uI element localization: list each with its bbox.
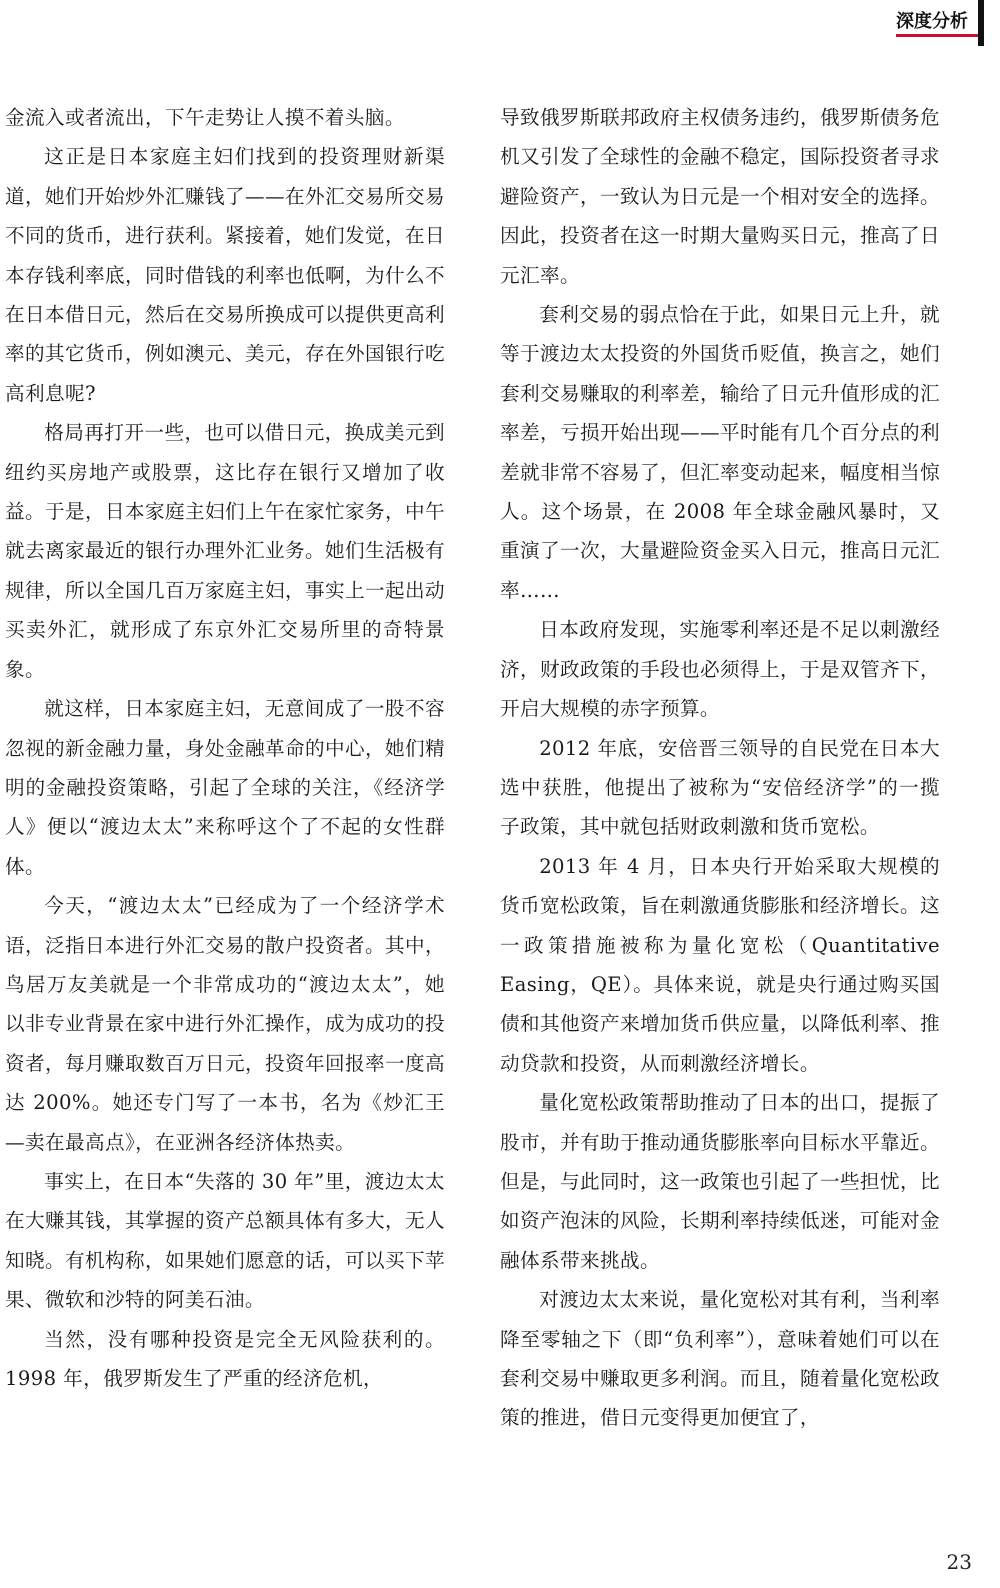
paragraph: 事实上，在日本“失落的 30 年”里，渡边太太在大赚其钱，其掌握的资产总额具体有多大，无人知晓。有机构称，如果她们愿意的话，可以买下苹果、微软和沙特的阿美石油。 [5, 1169, 445, 1312]
section-header [896, 0, 984, 46]
paragraph: 2012 年底，安倍晋三领导的自民党在日本大选中获胜，他提出了被称为“安倍经济学”的一揽子政策，其中就包括财政刺激和货币宽松。 [500, 736, 940, 839]
left-column [5, 98, 445, 1398]
paragraph: 对渡边太太来说，量化宽松对其有利，当利率降至零轴之下（即“负利率”），意味着她们可以在套利交易中赚取更多利润。而且，随着量化宽松政策的推进，借日元变得更加便宜了， [500, 1288, 940, 1430]
paragraph: 量化宽松政策帮助推动了日本的出口，提振了股市，并有助于推动通货膨胀率向目标水平靠近。但是，与此同时，这一政策也引起了一些担忧，比如资产泡沫的风险，长期利率持续低迷，可能对金融体系带来挑战。 [500, 1091, 940, 1272]
paragraph: 日本政府发现，实施零利率还是不足以刺激经济，财政政策的手段也必须得上，于是双管齐下，开启大规模的赤字预算。 [500, 618, 940, 721]
paragraph: 这正是日本家庭主妇们找到的投资理财新渠道，她们开始炒外汇赚钱了——在外汇交易所交易不同的货币，进行获利。紧接着，她们发觉，在日本存钱利率底，同时借钱的利率也低啊，为什么不在日本借日元，然后在交易所换成可以提供更高利率的其它货币，例如澳元、美元，存在外国银行吃高利息呢? [5, 145, 445, 405]
paragraph: 今天，“渡边太太”已经成为了一个经济学术语，泛指日本进行外汇交易的散户投资者。其中，鸟居万友美就是一个非常成功的“渡边太太”，她以非专业背景在家中进行外汇操作，成为成功的投资者，每月赚取数百万日元，投资年回报率一度高达 200%。她还专门写了一本书，名为《炒汇王—卖在最高点》，在亚洲各经济体热卖。 [5, 894, 445, 1154]
paragraph: 导致俄罗斯联邦政府主权债务违约，俄罗斯债务危机又引发了全球性的金融不稳定，国际投资者寻求避险资产，一致认为日元是一个相对安全的选择。因此，投资者在这一时期大量购买日元，推高了日元汇率。 [500, 106, 940, 287]
header-accent-bar [978, 0, 984, 46]
paragraph: 金流入或者流出，下午走势让人摸不着头脑。 [5, 106, 405, 129]
right-column [500, 98, 940, 1438]
paragraph: 2013 年 4 月，日本央行开始采取大规模的货币宽松政策，旨在刺激通货膨胀和经济增长。这一政策措施被称为量化宽松（Quantitative Easing，QE）。具体来说，就是央行通过购买国债和其他资产来增加货币供应量，以降低利率、推动贷款和投资，从而刺激经济增长。 [500, 854, 940, 1075]
paragraph: 就这样，日本家庭主妇，无意间成了一股不容忽视的新金融力量，身处金融革命的中心，她们精明的金融投资策略，引起了全球的关注，《经济学人》便以“渡边太太”来称呼这个了不起的女性群体。 [5, 697, 445, 878]
section-label: 深度分析 [896, 0, 978, 37]
paragraph: 套利交易的弱点恰在于此，如果日元上升，就等于渡边太太投资的外国货币贬值，换言之，她们套利交易赚取的利率差，输给了日元升值形成的汇率差，亏损开始出现——平时能有几个百分点的利差就非常不容易了，但汇率变动起来，幅度相当惊人。这个场景，在 2008 年全球金融风暴时，又重演了一次，大量避险资金买入日元，推高日元汇率…… [500, 303, 940, 602]
paragraph: 格局再打开一些，也可以借日元，换成美元到纽约买房地产或股票，这比存在银行又增加了收益。于是，日本家庭主妇们上午在家忙家务，中午就去离家最近的银行办理外汇业务。她们生活极有规律，所以全国几百万家庭主妇，事实上一起出动买卖外汇，就形成了东京外汇交易所里的奇特景象。 [5, 421, 445, 681]
paragraph: 当然，没有哪种投资是完全无风险获利的。1998 年，俄罗斯发生了严重的经济危机， [5, 1327, 445, 1390]
page-number: 23 [946, 1550, 972, 1574]
